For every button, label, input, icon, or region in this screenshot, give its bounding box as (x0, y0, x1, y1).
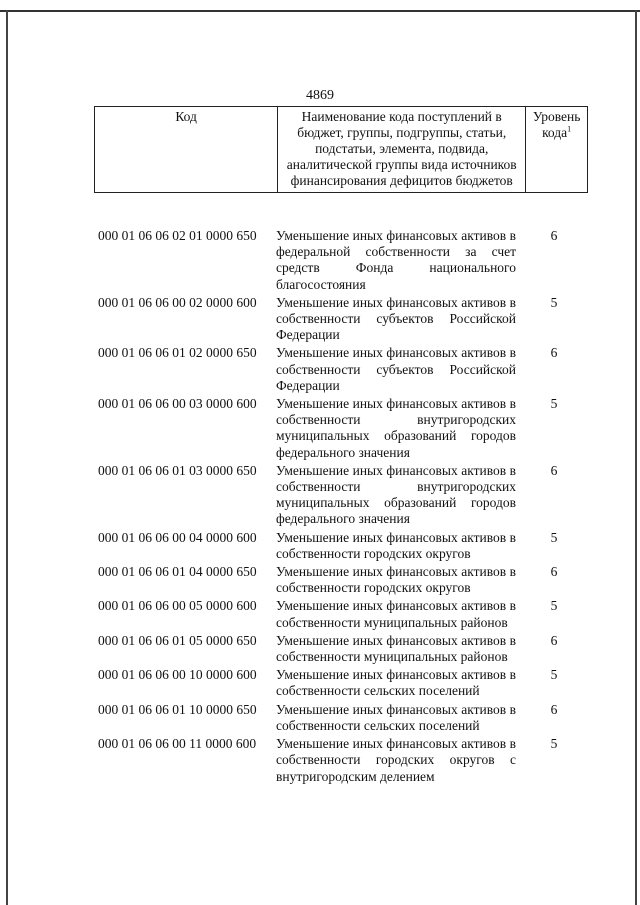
table-row (98, 295, 588, 344)
row-code: 000 01 06 06 00 03 0000 600 (98, 396, 257, 412)
table-row (98, 598, 588, 630)
table-row (98, 463, 588, 528)
row-level: 6 (550, 701, 558, 717)
row-code: 000 01 06 06 00 02 0000 600 (98, 294, 257, 310)
row-level: 6 (550, 632, 558, 648)
row-level: 5 (550, 736, 558, 752)
row-name: Уменьшение иных финансовых активов в собственности субъектов Российской Федерации (276, 294, 516, 343)
page-frame-right (635, 10, 637, 905)
table-body (98, 228, 588, 787)
row-code: 000 01 06 06 01 04 0000 650 (98, 564, 257, 580)
row-name: Уменьшение иных финансовых активов в собственности сельских поселений (276, 701, 516, 733)
table-row (98, 530, 588, 562)
page-number: 4869 (306, 88, 334, 103)
row-level: 5 (550, 529, 558, 545)
header-level-label: Уровень кода (532, 109, 581, 140)
header-code-label: Код (175, 109, 197, 124)
table-row (98, 667, 588, 699)
row-name: Уменьшение иных финансовых активов в собственности сельских поселений (276, 667, 516, 699)
row-code: 000 01 06 06 00 10 0000 600 (98, 667, 257, 683)
table-row (98, 345, 588, 394)
page-frame-left (6, 10, 8, 905)
row-name: Уменьшение иных финансовых активов в собственности муниципальных районов (276, 598, 516, 630)
header-level (526, 107, 588, 193)
row-level: 6 (550, 462, 558, 478)
table-row (98, 396, 588, 461)
row-name: Уменьшение иных финансовых активов в собственности внутригородских муниципальных образований городов федерального значения (276, 462, 516, 527)
table-header (94, 106, 588, 193)
row-code: 000 01 06 06 01 02 0000 650 (98, 345, 257, 361)
row-name: Уменьшение иных финансовых активов в собственности городских округов (276, 529, 516, 561)
row-code: 000 01 06 06 01 05 0000 650 (98, 632, 257, 648)
row-level: 6 (550, 345, 558, 361)
row-level: 5 (550, 598, 558, 614)
row-code: 000 01 06 06 02 01 0000 650 (98, 228, 257, 243)
row-name: Уменьшение иных финансовых активов в федеральной собственности за счет средств Фонда национального благосостояния (276, 228, 516, 292)
row-level: 6 (550, 564, 558, 580)
table-row (98, 736, 588, 785)
row-level: 5 (550, 396, 558, 412)
row-code: 000 01 06 06 01 03 0000 650 (98, 462, 257, 478)
header-name-label: Наименование кода поступлений в бюджет, группы, подгруппы, статьи, подстатьи, элемента, подвида, аналитической группы вида источников финансирования дефицитов бюджетов (286, 109, 517, 188)
row-code: 000 01 06 06 00 05 0000 600 (98, 598, 257, 614)
table-row (98, 702, 588, 734)
row-level: 5 (550, 667, 558, 683)
row-code: 000 01 06 06 00 11 0000 600 (98, 736, 257, 752)
footnote-marker: 1 (567, 124, 572, 134)
row-level: 6 (550, 228, 558, 243)
header-code (95, 107, 278, 193)
table-row (98, 564, 588, 596)
row-name: Уменьшение иных финансовых активов в собственности муниципальных районов (276, 632, 516, 665)
row-level: 5 (550, 294, 558, 310)
row-code: 000 01 06 06 00 04 0000 600 (98, 529, 257, 545)
row-name: Уменьшение иных финансовых активов в собственности субъектов Российской Федерации (276, 345, 516, 393)
table-row (98, 633, 588, 665)
page-frame-top (0, 10, 640, 12)
table-row (98, 228, 588, 293)
row-name: Уменьшение иных финансовых активов в собственности внутригородских муниципальных образований городов федерального значения (276, 396, 516, 460)
row-name: Уменьшение иных финансовых активов в собственности городских округов с внутригородским делением (276, 736, 516, 784)
header-name (278, 107, 526, 193)
row-code: 000 01 06 06 01 10 0000 650 (98, 701, 257, 717)
row-name: Уменьшение иных финансовых активов в собственности городских округов (276, 564, 516, 596)
